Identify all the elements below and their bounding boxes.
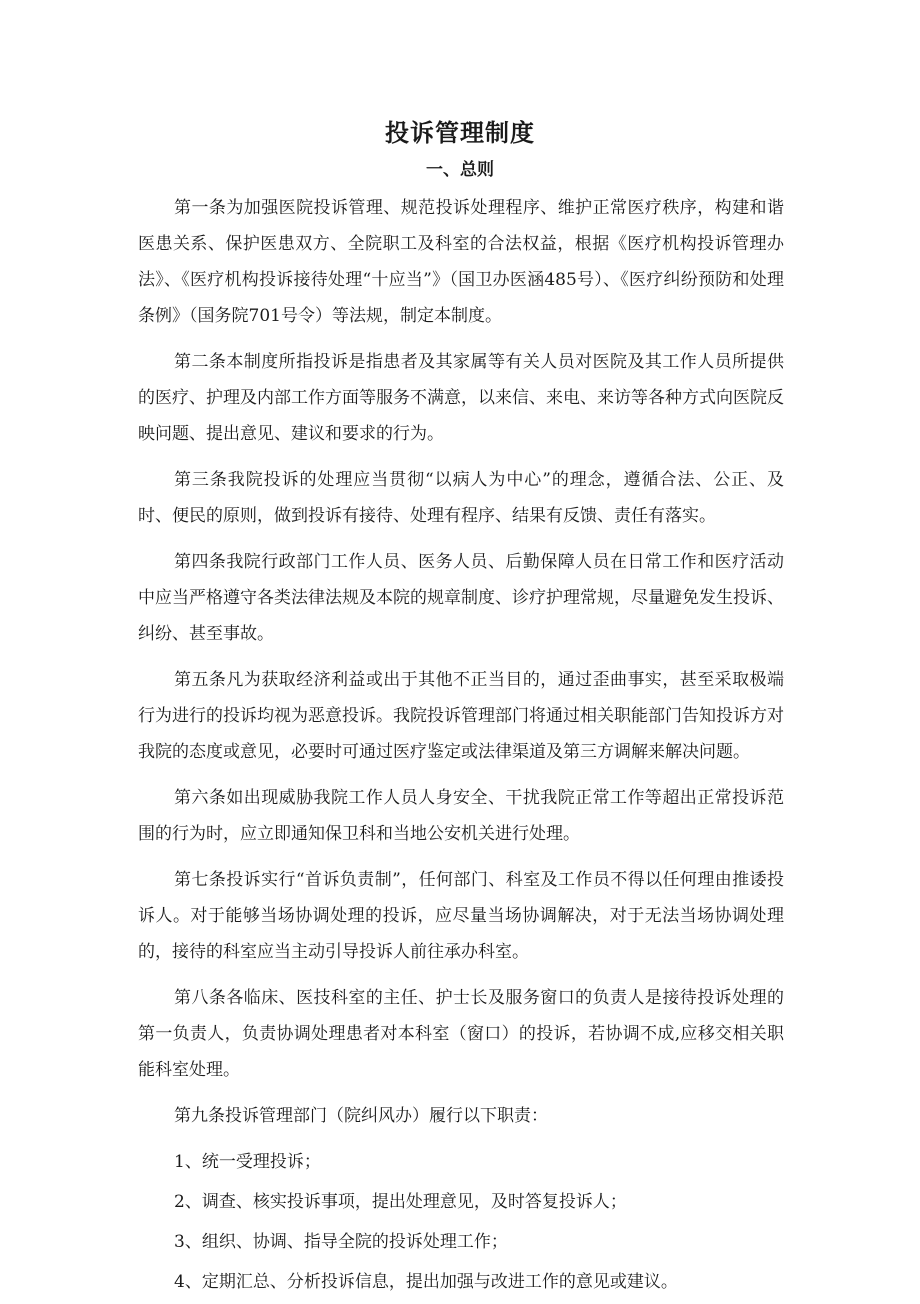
article-2: 第二条本制度所指投诉是指患者及其家属等有关人员对医院及其工作人员所提供的医疗、护理及内部工作方面等服务不满意，以来信、来电、来访等各种方式向医院反映问题、提出意见、建议和要求的行为。: [138, 352, 784, 444]
duty-item: 2、调查、核实投诉事项，提出处理意见，及时答复投诉人；: [174, 1192, 627, 1212]
duty-item: 4、定期汇总、分析投诉信息，提出加强与改进工作的意见或建议。: [174, 1272, 678, 1292]
duty-item: 3、组织、协调、指导全院的投诉处理工作；: [174, 1232, 508, 1252]
article-3: 第三条我院投诉的处理应当贯彻“以病人为中心”的理念，遵循合法、公正、及时、便民的原则，做到投诉有接待、处理有程序、结果有反馈、责任有落实。: [138, 470, 784, 526]
section-heading: 一、总则: [426, 160, 494, 180]
duty-item: 1、统一受理投诉；: [174, 1152, 321, 1172]
article-8: 第八条各临床、医技科室的主任、护士长及服务窗口的负责人是接待投诉处理的第一负责人，负责协调处理患者对本科室（窗口）的投诉，若协调不成,应移交相关职能科室处理。: [138, 988, 784, 1080]
document-title: 投诉管理制度: [385, 119, 535, 147]
article-6: 第六条如出现威胁我院工作人员人身安全、干扰我院正常工作等超出正常投诉范围的行为时，应立即通知保卫科和当地公安机关进行处理。: [138, 788, 784, 844]
article-1: 第一条为加强医院投诉管理、规范投诉处理程序、维护正常医疗秩序，构建和谐医患关系、保护医患双方、全院职工及科室的合法权益，根据《医疗机构投诉管理办法》、《医疗机构投诉接待处理“十应当”》（国卫办医涵485号）、《医疗纠纷预防和处理条例》（国务院701号令）等法规，制定本制度。: [138, 198, 784, 326]
article-5: 第五条凡为获取经济利益或出于其他不正当目的，通过歪曲事实，甚至采取极端行为进行的投诉均视为恶意投诉。我院投诉管理部门将通过相关职能部门告知投诉方对我院的态度或意见，必要时可通过医疗鉴定或法律渠道及第三方调解来解决问题。: [138, 670, 784, 762]
article-4: 第四条我院行政部门工作人员、医务人员、后勤保障人员在日常工作和医疗活动中应当严格遵守各类法律法规及本院的规章制度、诊疗护理常规，尽量避免发生投诉、纠纷、甚至事故。: [138, 552, 784, 644]
document-body: [138, 190, 784, 1304]
article-9: 第九条投诉管理部门（院纠风办）履行以下职责：: [174, 1106, 548, 1126]
article-7: 第七条投诉实行“首诉负责制”，任何部门、科室及工作员不得以任何理由推诿投诉人。对于能够当场协调处理的投诉，应尽量当场协调解决，对于无法当场协调处理的，接待的科室应当主动引导投诉人前往承办科室。: [138, 870, 784, 962]
